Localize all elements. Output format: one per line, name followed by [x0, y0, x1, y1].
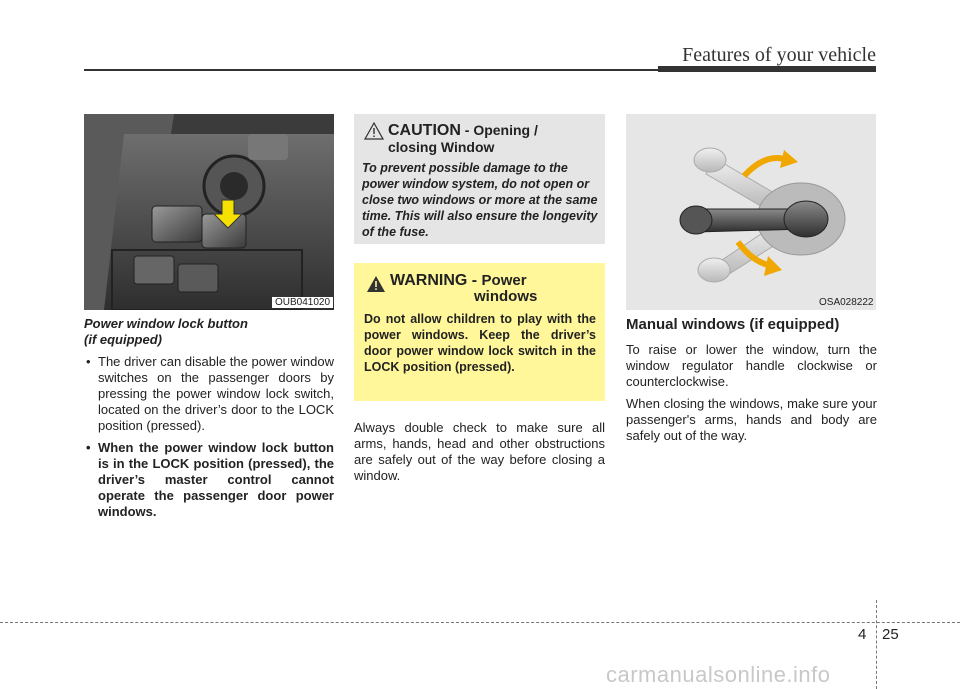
caution-text: To prevent possible damage to the power window system, do not open or close two windows or more at the same time. This will also ensure the longevity of the fuse.: [362, 161, 598, 239]
right-column: [626, 316, 877, 444]
footer-rule: [0, 622, 960, 623]
header-title: Features of your vehicle: [682, 44, 876, 66]
left-column: [84, 316, 334, 520]
warning-box: [354, 263, 605, 401]
right-image-code: OSA028222: [819, 297, 874, 308]
caution-title-rest: - Opening /: [460, 122, 538, 138]
warning-title: [390, 273, 537, 305]
middle-paragraph: Always double check to make sure all arms, hands, head and other obstructions are safely out of the way before closing a window.: [354, 420, 605, 483]
warning-triangle-icon: [366, 275, 386, 293]
watermark-text: carmanualsonline.info: [606, 662, 831, 687]
power-window-lock-photo: [84, 114, 334, 310]
warning-text: Do not allow children to play with the power windows. Keep the driver’s door power window lock switch in the LOCK position (pressed).: [364, 312, 596, 374]
door-switch-panel-illustration: [84, 114, 334, 310]
warning-title-rest: Power: [481, 272, 527, 289]
page-chapter: 4: [858, 626, 867, 643]
footer-divider: [876, 600, 877, 689]
window-crank-photo: [626, 114, 876, 310]
manual-windows-para-2: When closing the windows, make sure your passenger's arms, hands and body are safely out of the way.: [626, 396, 877, 443]
warning-label: WARNING -: [390, 272, 482, 289]
caution-title: [388, 122, 538, 156]
left-caption-title: Power window lock button: [84, 316, 248, 331]
caution-label: CAUTION: [388, 122, 461, 139]
left-caption-subtitle: (if equipped): [84, 332, 162, 347]
warning-title-line2: windows: [474, 288, 538, 305]
header-rule-accent: [658, 66, 876, 72]
manual-windows-para-1: To raise or lower the window, turn the window regulator handle clockwise or counterclockwise.: [626, 342, 877, 389]
caution-title-line2: closing Window: [388, 139, 495, 155]
middle-column: [354, 420, 605, 484]
caution-box: [354, 114, 605, 244]
left-bullet-2: • When the power window lock button is in the LOCK position (pressed), the driver’s master control cannot operate the passenger door power windows.: [84, 440, 334, 520]
left-bullet-1: • The driver can disable the power window switches on the passenger doors by pressing the power window lock switch, located on the driver’s door to the LOCK position (pressed).: [84, 354, 334, 434]
left-image-code: OUB041020: [272, 297, 333, 308]
window-regulator-handle-illustration: [626, 114, 876, 310]
caution-triangle-icon: [364, 122, 384, 140]
manual-windows-title: Manual windows (if equipped): [626, 316, 840, 333]
page-number: 25: [882, 626, 899, 643]
